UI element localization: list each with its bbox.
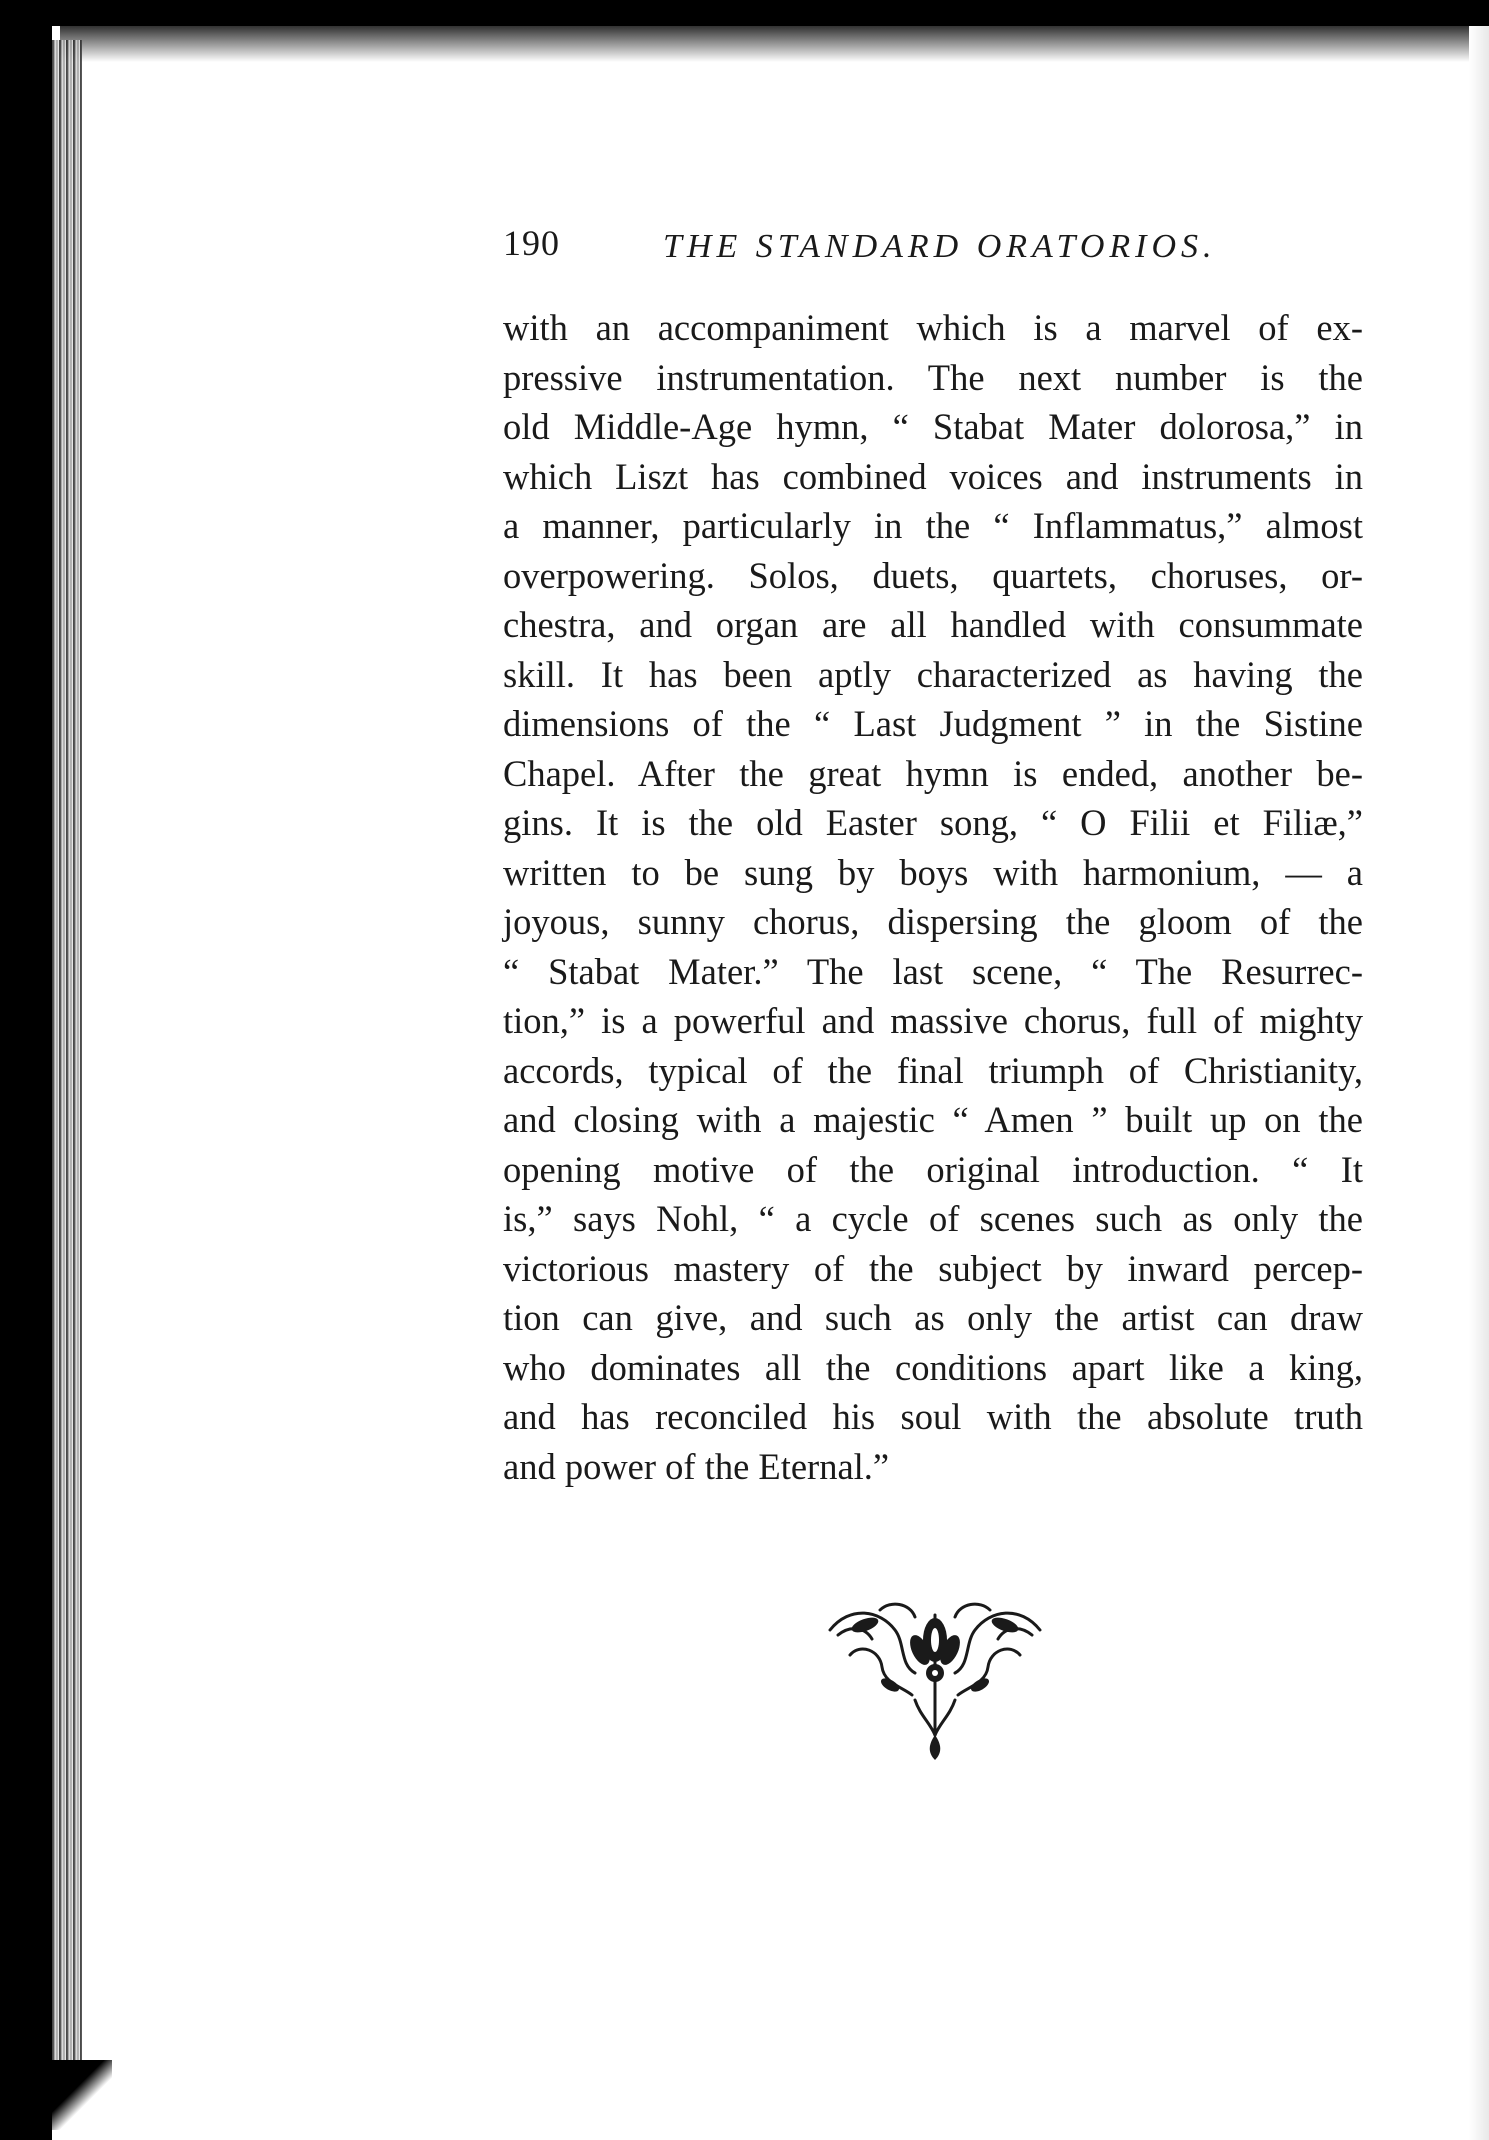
scan-border-left <box>0 0 52 2140</box>
text-line: who dominates all the conditions apart like a king, <box>503 1346 1363 1388</box>
text-line: tion,” is a powerful and massive chorus, full of mighty <box>503 1000 1363 1041</box>
text-line: tion can give, and such as only the artist can draw <box>503 1297 1363 1338</box>
running-header <box>503 222 1363 272</box>
text-line: written to be sung by boys with harmonium, — a <box>503 851 1363 893</box>
text-line: and closing with a majestic “ Amen ” built up on the <box>503 1099 1363 1140</box>
text-line: pressive instrumentation. The next number is the <box>503 356 1363 398</box>
text-line: opening motive of the original introduction. “ It <box>503 1148 1363 1190</box>
floral-tailpiece-icon <box>820 1595 1050 1765</box>
scan-border-top <box>0 0 1489 26</box>
text-line: with an accompaniment which is a marvel of ex- <box>503 307 1363 348</box>
text-line: dimensions of the “ Last Judgment ” in the Sistine <box>503 703 1363 744</box>
text-line: which Liszt has combined voices and instruments in <box>503 455 1363 497</box>
text-line: is,” says Nohl, “ a cycle of scenes such as only the <box>503 1198 1363 1239</box>
page-number: 190 <box>503 223 560 263</box>
body-text <box>503 303 1363 1491</box>
text-line: “ Stabat Mater.” The last scene, “ The Resurrec- <box>503 950 1363 992</box>
text-line: old Middle-Age hymn, “ Stabat Mater dolorosa,” in <box>503 406 1363 447</box>
text-line: chestra, and organ are all handled with consummate <box>503 604 1363 645</box>
text-line: victorious mastery of the subject by inward percep- <box>503 1247 1363 1289</box>
text-line: and power of the Eternal.” <box>503 1445 890 1487</box>
page-edge-left <box>52 40 82 2120</box>
text-line: Chapel. After the great hymn is ended, another be- <box>503 752 1363 794</box>
page-edge-right <box>1469 26 1489 2140</box>
text-line: overpowering. Solos, duets, quartets, choruses, or- <box>503 554 1363 596</box>
running-title: THE STANDARD ORATORIOS. <box>663 228 1217 265</box>
text-line: a manner, particularly in the “ Inflammatus,” almost <box>503 505 1363 546</box>
text-line: gins. It is the old Easter song, “ O Filii et Filiæ,” <box>503 802 1363 843</box>
text-line: joyous, sunny chorus, dispersing the gloom of the <box>503 901 1363 942</box>
text-line: and has reconciled his soul with the absolute truth <box>503 1396 1363 1437</box>
text-line: skill. It has been aptly characterized as having the <box>503 653 1363 695</box>
text-line: accords, typical of the final triumph of Christianity, <box>503 1049 1363 1091</box>
scan-shadow-top <box>60 26 1489 62</box>
scan-corner-bottom-left <box>52 2060 112 2130</box>
